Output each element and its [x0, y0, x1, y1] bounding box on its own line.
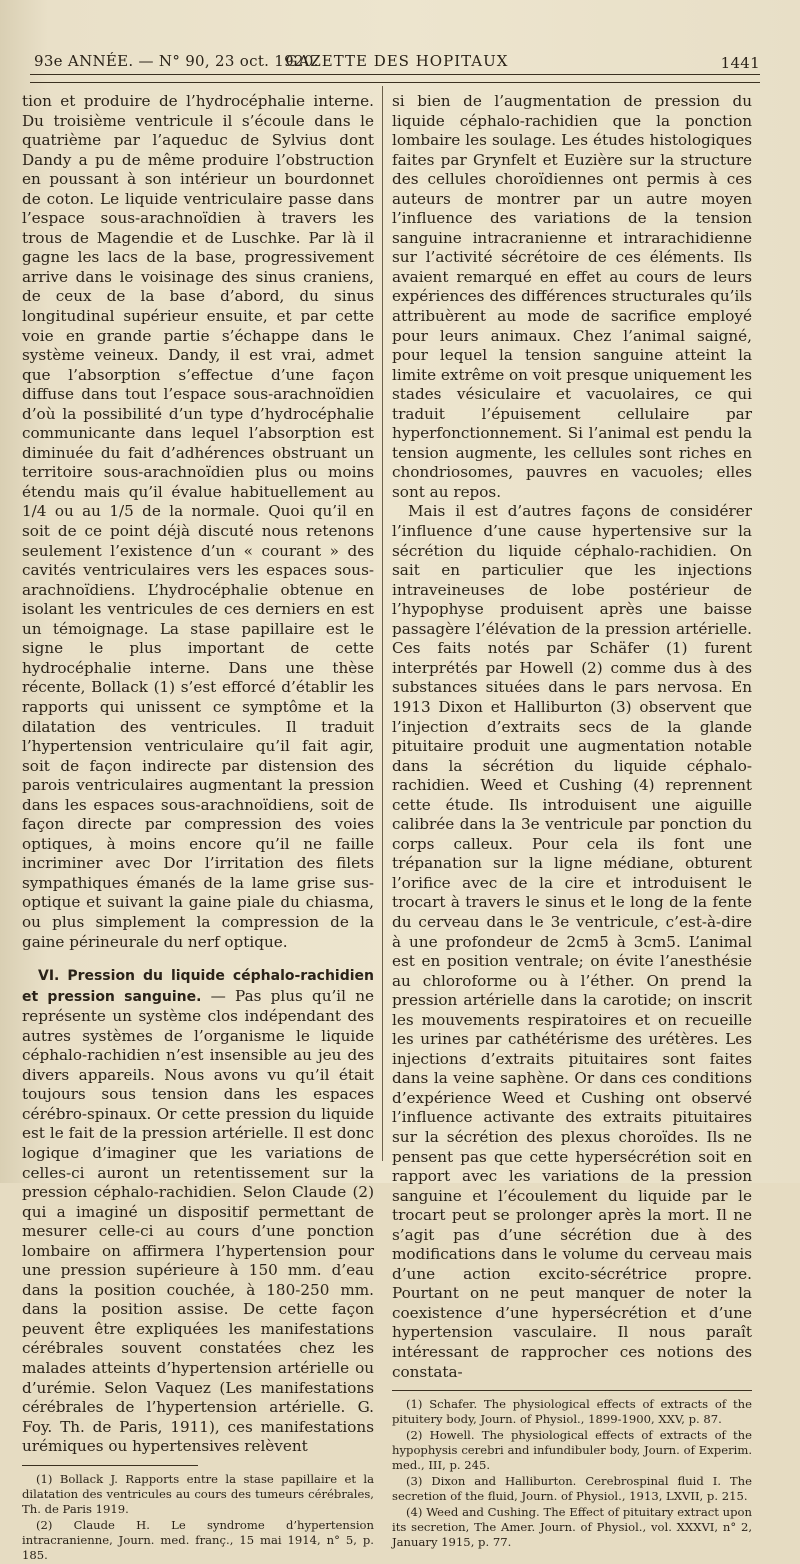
issue-line: 93e ANNÉE. — N° 90, 23 oct. 1920. — [34, 52, 319, 70]
footnote-left-2: (2) Claude H. Le syndrome d’hypertension intracranienne, Journ. med. franç., 15 mai 1914, n° 5, p. 185. — [22, 1517, 374, 1562]
footnote-left-1: (1) Bollack J. Rapports entre la stase papillaire et la dilatation des ventricules au cours des tumeurs cérébrales, Th. de Paris 1919. — [22, 1471, 374, 1516]
left-footnotes — [22, 1472, 374, 1563]
section-vi-text: — Pas plus qu’il ne représente un système clos indépendant des autres systèmes de l’organisme le liquide céphalo-rachidien n’est insensible au jeu des divers appareils. Nous avons vu qu’il était toujours sous tension dans les espaces cérébro-spinaux. Or cette pression du liquide est le fait de la pression artérielle. Il est donc logique d’imaginer que les variations de celles-ci auront un retentissement sur la pression céphalo-rachidien. Selon Claude (2) qui a imaginé un dispositif permettant de mesurer celle-ci au cours d’une ponction lombaire on affirmera l’hypertension pour une pression supérieure à 150 mm. d’eau dans la position couchée, à 180-250 mm. dans la position assise. De cette façon peuvent être expliquées les manifestations cérébrales souvent constatées chez les malades atteints d’hypertension artérielle ou d’urémie. Selon Vaquez (Les manifestations cérébrales de l’hypertension artérielle. G. Foy. Th. de Paris, 1911), ces manifestations urémiques ou hypertensives relèvent — [22, 986, 374, 1456]
footnote-right-4: (4) Weed and Cushing. The Effect of pituitary extract upon its secretion, The Amer. Journ. of Physiol., vol. XXXVI, n° 2, January 1915, p. 77. — [392, 1505, 752, 1550]
column-divider — [382, 86, 383, 1161]
footnote-right-2: (2) Howell. The physiological effects of extracts of the hypophysis cerebri and infundibuler body, Journ. of Experim. med., III, p. 245. — [392, 1428, 752, 1473]
left-paragraph-1: tion et produire de l’hydrocéphalie interne. Du troisième ventricule il s’écoule dans le quatrième par l’aqueduc de Sylvius dont Dandy a pu de même produire l’obstruction en poussant à son intérieur un bourdonnet de coton. Le liquide ventriculaire passe dans l’espace sous-arachnoïdien à travers les trous de Magendie et de Luschke. Par là il gagne les lacs de la base, progressivement arrive dans le voisinage des sinus craniens, de ceux de la base d’abord, du sinus longitudinal supérieur ensuite, et par cette voie en grande partie s’échappe dans le système veineux. Dandy, il est vrai, admet que l’absorption s’effectue d’une façon diffuse dans tout l’espace sous-arachnoïdien d’où la possibilité d’un type d’hydrocéphalie communicante dans lequel l’absorption est diminuée du fait d’adhérences obstruant un territoire sous-arachnoïdien plus ou moins étendu mais qu’il évalue habituellement au 1/4 ou au 1/5 de la normale. Quoi qu’il en soit de ce point déjà discuté nous retenons seulement l’existence d’un « courant » des cavités ventriculaires vers les espaces sous-arachnoïdiens. L’hydrocéphalie obtenue en isolant les ventricules de ces derniers en est un témoignage. La stase papillaire est le signe le plus important de cette hydrocéphalie interne. Dans une thèse récente, Bollack (1) s’est efforcé d’établir les rapports qui unissent ce symptôme et la dilatation des ventricules. Il traduit l’hypertension ventriculaire qu’il fait agir, soit de façon indirecte par distension des parois ventriculaires augmentant la pression dans les espaces sous-arachnoïdiens, soit de façon directe par compression des voies optiques, à moins encore qu’il ne faille incriminer avec Dor l’irritation des filets sympathiques émanés de la lame grise sus-optique et suivant la gaine piale du chiasma, ou plus simplement la compression de la gaine périneurale du nerf optique. — [22, 92, 374, 951]
header-rule-top — [30, 74, 760, 75]
section-number: VI. — [38, 968, 60, 985]
right-paragraph-2: Mais il est d’autres façons de considérer l’influence d’une cause hypertensive sur la sécrétion du liquide céphalo-rachidien. On sait en particulier que les injections intraveineuses de lobe postérieur de l’hypophyse produisent après une baisse passagère l’élévation de la pression artérielle. Ces faits notés par Schäfer (1) furent interprétés par Howell (2) comme dus à des substances situées dans le pars nervosa. En 1913 Dixon et Halliburton (3) observent que l’injection d’extraits secs de la glande pituitaire produit une augmentation notable dans la sécrétion du liquide céphalo-rachidien. Weed et Cushing (4) reprennent cette étude. Ils introduisent une aiguille calibrée dans la 3e ventricule par ponction du corps calleux. Pour cela ils font une trépanation sur la ligne médiane, obturent l’orifice avec de la cire et introduisent le trocart à travers le sinus et le long de la fente du cerveau dans le 3e ventricule, c’est-à-dire à une profondeur de 2cm5 à 3cm5. L’animal est en position ventrale; on évite l’anesthésie au chloroforme ou à l’éther. On prend la pression artérielle dans la carotide; on inscrit les mouvements respiratoires et on recueille les urines par cathétérisme des urétères. Les injections d’extraits pituitaires sont faites dans la veine saphène. Or dans ces conditions d’expérience Weed et Cushing ont observé l’influence activante des extraits pituitaires sur la sécrétion des plexus choroïdes. Ils ne pensent pas que cette hypersécrétion soit en rapport avec les variations de la pression sanguine et l’écoulement du liquide par le trocart peut se prolonger après la mort. Il ne s’agit pas d’une sécrétion due à des modifications dans le volume du cerveau mais d’une action excito-sécrétrice propre. Pourtant on ne peut manquer de noter la coexistence d’une hypersécrétion et d’une hypertension vasculaire. Il nous paraît intéressant de rapprocher ces notions des constata- — [392, 502, 752, 1381]
footnote-rule-right — [392, 1390, 752, 1391]
footnote-right-3: (3) Dixon and Halliburton. Cerebrospinal fluid I. The secretion of the fluid, Journ. of Physiol., 1913, LXVII, p. 215. — [392, 1474, 752, 1504]
section-vi-paragraph — [22, 966, 374, 1457]
right-paragraph-1: si bien de l’augmentation de pression du liquide céphalo-rachidien que la ponction lombaire les soulage. Les études histologiques faites par Grynfelt et Euzière sur la structure des cellules choroïdiennes ont permis à ces auteurs de montrer par un autre moyen l’influence des variations de la tension sanguine intracranienne et intrarachidienne sur l’activité sécrétoire de ces éléments. Ils avaient remarqué en effet au cours de leurs expériences des différences structurales qu’ils attribuèrent au mode de sacrifice employé pour leurs animaux. Chez l’animal saigné, pour lequel la tension sanguine atteint la limite extrême on voit presque uniquement les stades vésiculaire et vacuolaires, ce qui traduit l’épuisement cellulaire par hyperfonctionnement. Si l’animal est pendu la tension augmente, les cellules sont riches en chondriosomes, pauvres en vacuoles; elles sont au repos. — [392, 92, 753, 501]
footnote-right-1: (1) Schafer. The physiological effects of extracts of the pituitery body, Journ. of Physiol., 1899-1900, XXV, p. 87. — [392, 1397, 752, 1427]
right-footnotes — [392, 1397, 752, 1550]
header-rule-bottom — [30, 82, 760, 83]
page-number: 1441 — [720, 54, 760, 72]
page-header — [34, 50, 760, 76]
right-column — [392, 92, 752, 1551]
section-title: Pression du liquide céphalo-rachidien et pression sanguine. — [22, 968, 374, 1005]
left-column — [22, 92, 374, 1564]
footnote-rule-left — [22, 1465, 198, 1466]
journal-title: GAZETTE DES HOPITAUX — [285, 52, 509, 70]
